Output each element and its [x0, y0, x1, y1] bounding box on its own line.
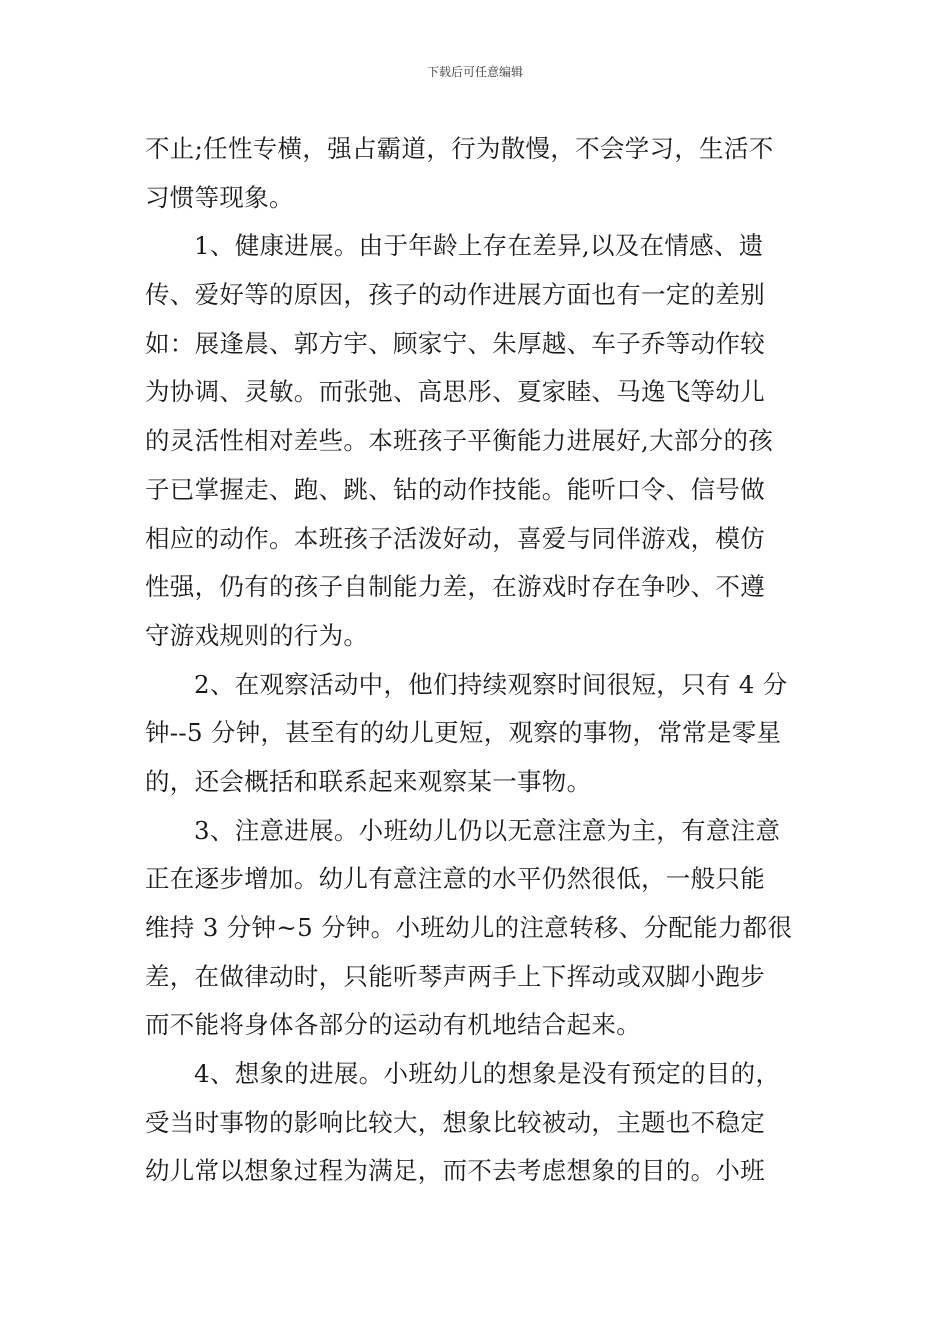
- document-body: [145, 125, 810, 1196]
- text-line: 的灵活性相对差些。本班孩子平衡能力进展好,大部分的孩: [145, 426, 774, 456]
- page-header-note: 下载后可任意编辑: [426, 65, 523, 79]
- text-line: 如：展逢晨、郭方宇、顾家宁、朱厚越、车子乔等动作较: [145, 328, 765, 358]
- paragraph-start-line: 1、健康进展。由于年龄上存在差异,以及在情感、遗: [194, 231, 764, 261]
- text-line: 守游戏规则的行为。: [145, 620, 369, 650]
- text-line: 而不能将身体各部分的运动有机地结合起来。: [145, 1010, 641, 1040]
- text-line: 子已掌握走、跑、跳、钻的动作技能。能听口令、信号做: [145, 474, 765, 504]
- text-line: 习惯等现象。: [145, 182, 294, 212]
- text-line: 不止;任性专横，强占霸道，行为散慢，不会学习，生活不: [145, 134, 774, 163]
- text-line: 受当时事物的影响比较大，想象比较被动，主题也不稳定: [145, 1107, 765, 1137]
- text-line: 相应的动作。本班孩子活泼好动，喜爱与同伴游戏，模仿: [145, 523, 765, 553]
- text-line: 钟--5 分钟，甚至有的幼儿更短，观察的事物，常常是零星: [145, 718, 782, 748]
- paragraph-start-line: 3、注意进展。小班幼儿仍以无意注意为主，有意注意: [194, 815, 781, 845]
- text-line: 正在逐步增加。幼儿有意注意的水平仍然很低，一般只能: [145, 864, 765, 894]
- text-line: 为协调、灵敏。而张弛、高思彤、夏家睦、马逸飞等幼儿: [145, 377, 765, 407]
- text-line: 幼儿常以想象过程为满足，而不去考虑想象的目的。小班: [145, 1156, 765, 1186]
- text-line: 差，在做律动时，只能听琴声两手上下挥动或双脚小跑步: [145, 961, 765, 991]
- paragraph-start-line: 4、想象的进展。小班幼儿的想象是没有预定的目的，: [194, 1059, 781, 1089]
- text-line: 的，还会概括和联系起来观察某一事物。: [145, 766, 592, 796]
- text-line: 传、爱好等的原因，孩子的动作进展方面也有一定的差别: [145, 280, 765, 310]
- text-line: 性强，仍有的孩子自制能力差，在游戏时存在争吵、不遵: [145, 572, 765, 602]
- text-line: 维持 3 分钟~5 分钟。小班幼儿的注意转移、分配能力都很: [145, 913, 793, 942]
- paragraph-start-line: 2、在观察活动中，他们持续观察时间很短，只有 4 分: [194, 669, 788, 699]
